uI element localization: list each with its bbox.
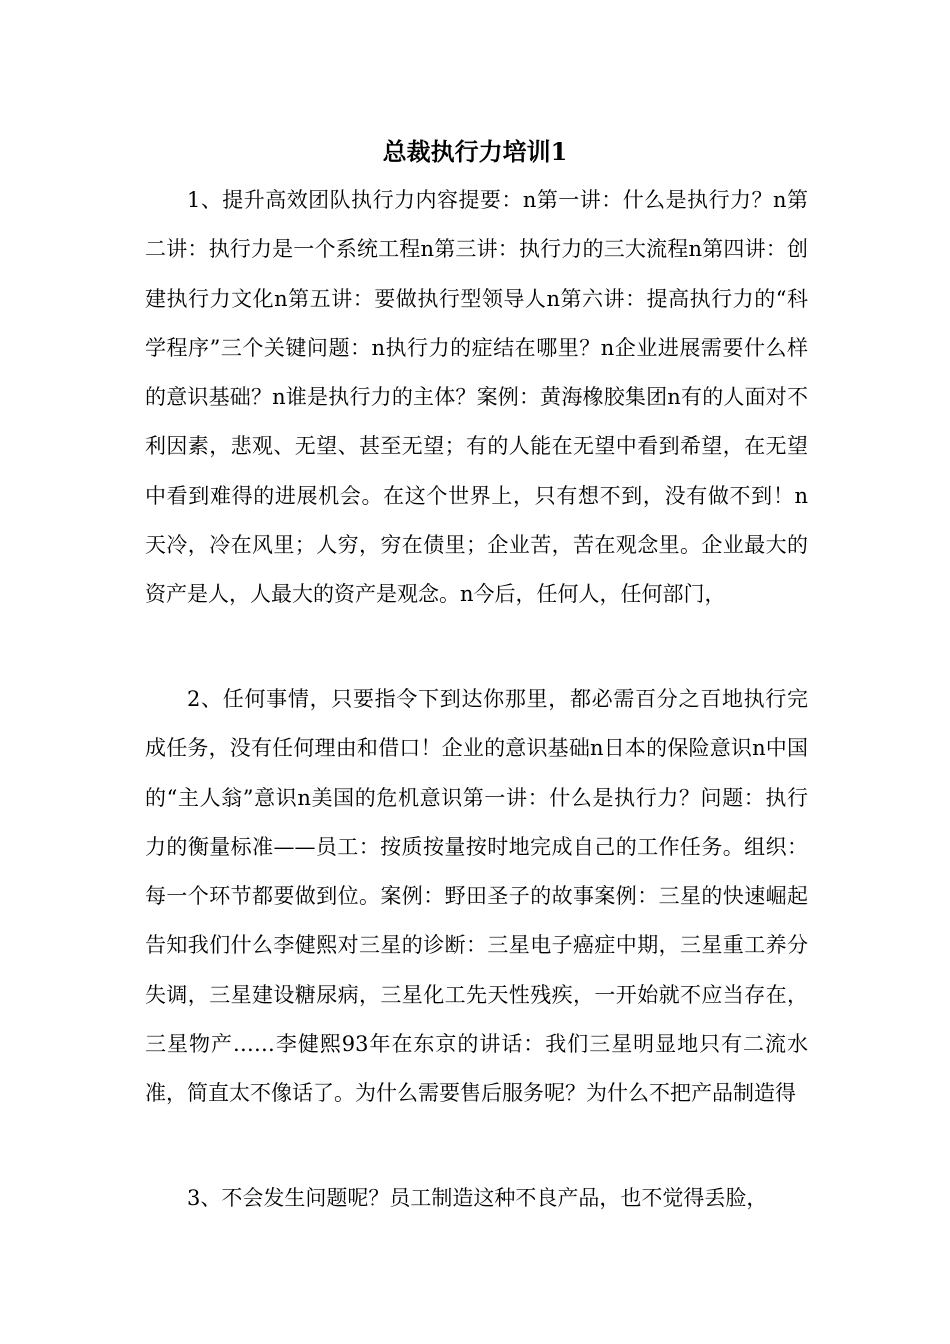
paragraph-1: 1、提升高效团队执行力内容提要：n第一讲：什么是执行力？n第二讲：执行力是一个系统工程n第三讲：执行力的三大流程n第四讲：创建执行力文化n第五讲：要做执行型领导人n第六讲：提高执行力的“科学程序”三个关键问题：n执行力的症结在哪里？n企业进展需要什么样的意识基础？n谁是执行力的主体？案例：黄海橡胶集团n有的人面对不利因素，悲观、无望、甚至无望；有的人能在无望中看到希望，在无望中看到难得的进展机会。在这个世界上，只有想不到，没有做不到！n天冷，冷在风里；人穷，穷在债里；企业苦，苦在观念里。企业最大的资产是人，人最大的资产是观念。n今后，任何人，任何部门，	[145, 188, 808, 607]
paragraph-2: 2、任何事情，只要指令下到达你那里，都必需百分之百地执行完成任务，没有任何理由和借口！企业的意识基础n日本的保险意识n中国的“主人翁”意识n美国的危机意识第一讲：什么是执行力？问题：执行力的衡量标准——员工：按质按量按时地完成自己的工作任务。组织：每一个环节都要做到位。案例：野田圣子的故事案例：三星的快速崛起告知我们什么李健熙对三星的诊断：三星电子癌症中期，三星重工养分失调，三星建设糖尿病，三星化工先天性残疾，一开始就不应当存在，三星物产……李健熙93年在东京的讲话：我们三星明显地只有二流水准，简直太不像话了。为什么需要售后服务呢？为什么不把产品制造得	[145, 687, 808, 1106]
paragraph-3: 3、不会发生问题呢？员工制造这种不良产品，也不觉得丢脸，	[187, 1186, 768, 1210]
document-title: 总裁执行力培训1	[382, 137, 568, 166]
